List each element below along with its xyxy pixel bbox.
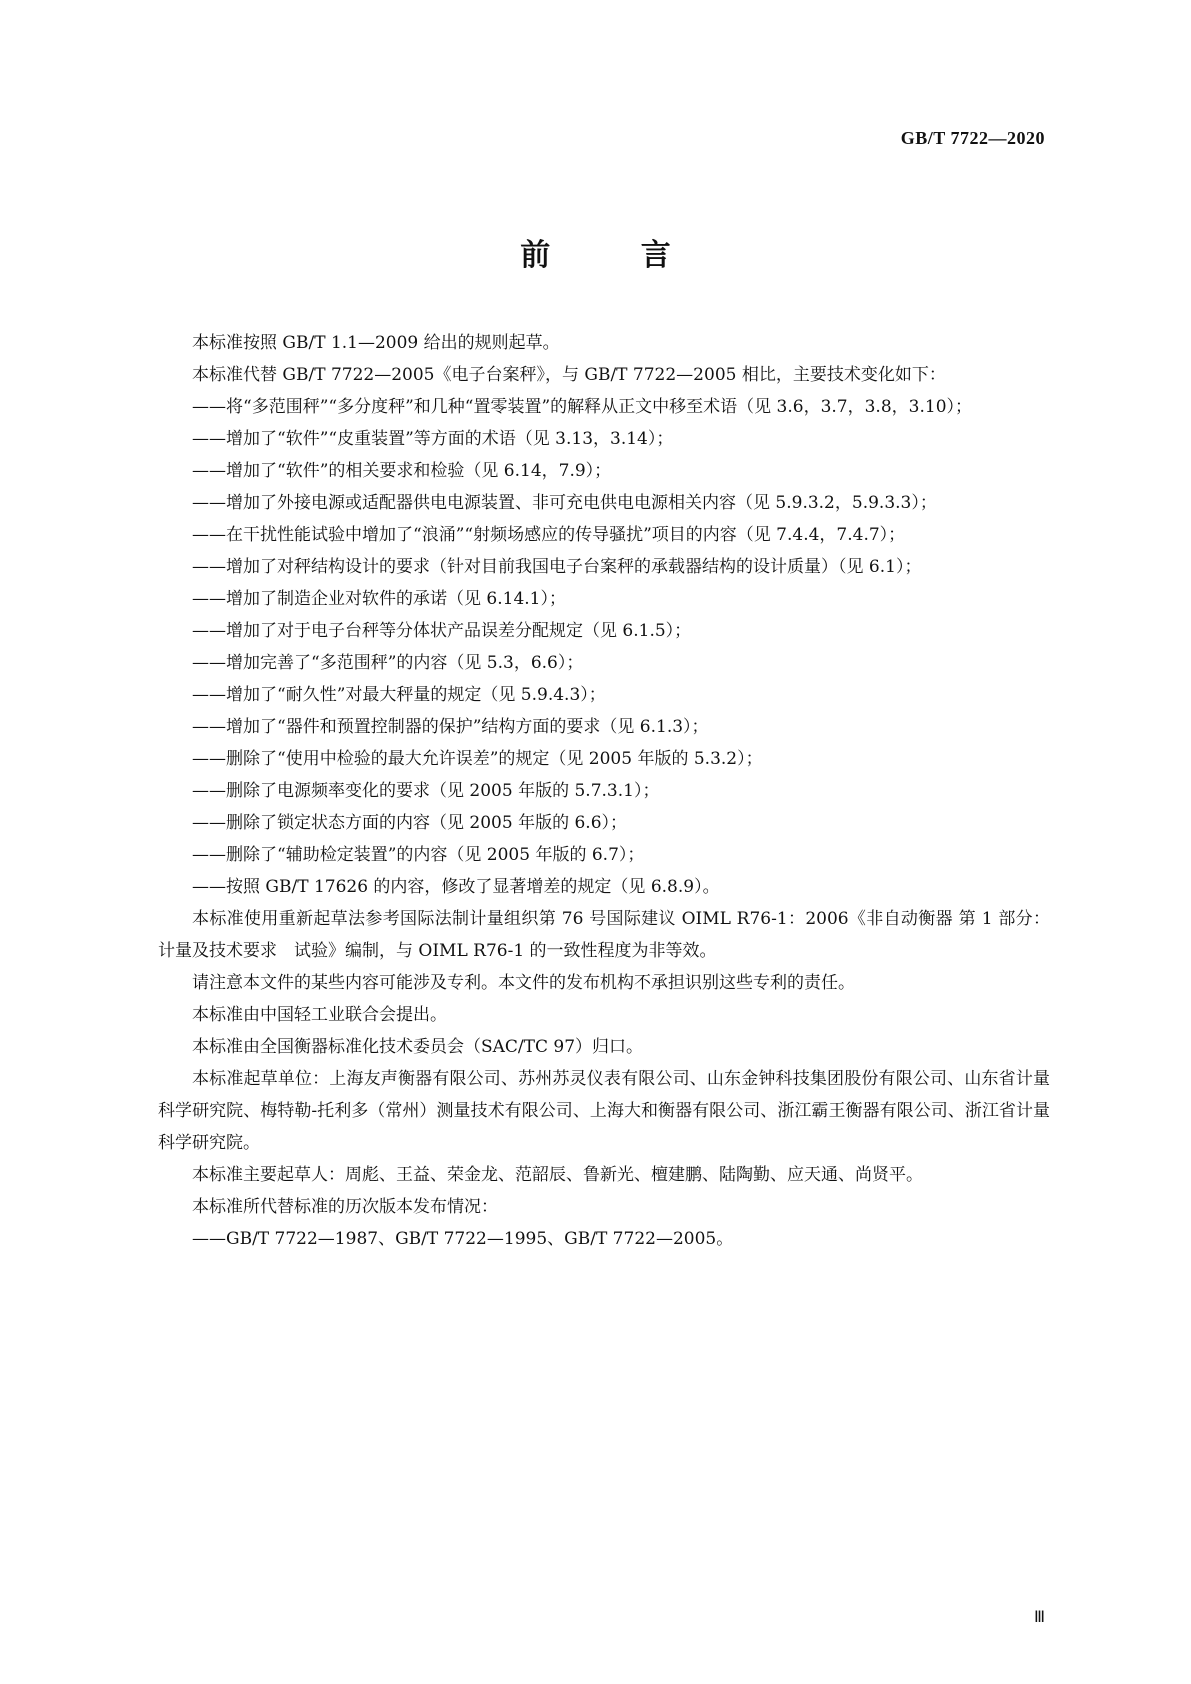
document-body <box>158 327 1050 1255</box>
history-item: ——GB/T 7722—1987、GB/T 7722—1995、GB/T 7722—2005。 <box>192 1229 734 1249</box>
paragraph: 本标准起草单位：上海友声衡器有限公司、苏州苏灵仪表有限公司、山东金钟科技集团股份有限公司、山东省计量科学研究院、梅特勒-托利多（常州）测量技术有限公司、上海大和衡器有限公司、浙江霸王衡器有限公司、浙江省计量科学研究院。 <box>158 1069 1050 1153</box>
paragraph: 本标准由中国轻工业联合会提出。 <box>192 1005 447 1025</box>
change-item: ——删除了电源频率变化的要求（见 2005 年版的 5.7.3.1）； <box>192 781 660 801</box>
change-item: ——按照 GB/T 17626 的内容，修改了显著增差的规定（见 6.8.9）。 <box>192 877 720 897</box>
change-item: ——增加了制造企业对软件的承诺（见 6.14.1）； <box>192 589 566 609</box>
paragraph: 本标准所代替标准的历次版本发布情况： <box>192 1197 498 1217</box>
change-item: ——增加了外接电源或适配器供电电源装置、非可充电供电电源相关内容（见 5.9.3.2，5.9.3.3）； <box>192 493 937 513</box>
paragraph: 请注意本文件的某些内容可能涉及专利。本文件的发布机构不承担识别这些专利的责任。 <box>192 973 855 993</box>
change-item: ——删除了“辅助检定装置”的内容（见 2005 年版的 6.7）； <box>192 845 645 865</box>
paragraph: 本标准主要起草人：周彪、王益、荣金龙、范韶辰、鲁新光、檀建鹏、陆陶勤、应天通、尚贤平。 <box>192 1165 923 1185</box>
paragraph: 本标准代替 GB/T 7722—2005《电子台案秤》，与 GB/T 7722—2005 相比，主要技术变化如下： <box>192 365 946 385</box>
paragraph: 本标准使用重新起草法参考国际法制计量组织第 76 号国际建议 OIML R76-1：2006《非自动衡器 第 1 部分：计量及技术要求 试验》编制，与 OIML R76-1 的一致性程度为非等效。 <box>158 909 1050 961</box>
change-item: ——增加了“软件”“皮重装置”等方面的术语（见 3.13，3.14）； <box>192 429 674 449</box>
change-item: ——增加了“软件”的相关要求和检验（见 6.14，7.9）； <box>192 461 612 481</box>
change-item: ——增加了对于电子台秤等分体状产品误差分配规定（见 6.1.5）； <box>192 621 692 641</box>
change-item: ——增加了“耐久性”对最大秤量的规定（见 5.9.4.3）； <box>192 685 606 705</box>
change-item: ——增加完善了“多范围秤”的内容（见 5.3，6.6）； <box>192 653 584 673</box>
change-item: ——增加了对秤结构设计的要求（针对目前我国电子台案秤的承载器结构的设计质量）（见 6.1）； <box>192 557 922 577</box>
page-title: 前 言 <box>520 238 711 273</box>
page-number: Ⅲ <box>1033 1607 1045 1626</box>
change-item: ——删除了“使用中检验的最大允许误差”的规定（见 2005 年版的 5.3.2）； <box>192 749 763 769</box>
change-item: ——删除了锁定状态方面的内容（见 2005 年版的 6.6）； <box>192 813 628 833</box>
paragraph: 本标准由全国衡器标准化技术委员会（SAC/TC 97）归口。 <box>192 1037 644 1057</box>
change-item: ——增加了“器件和预置控制器的保护”结构方面的要求（见 6.1.3）； <box>192 717 709 737</box>
change-item: ——将“多范围秤”“多分度秤”和几种“置零装置”的解释从正文中移至术语（见 3.6，3.7，3.8，3.10）； <box>192 397 973 417</box>
change-item: ——在干扰性能试验中增加了“浪涌”“射频场感应的传导骚扰”项目的内容（见 7.4.4，7.4.7）； <box>192 525 906 545</box>
standard-code: GB/T 7722—2020 <box>900 128 1045 148</box>
paragraph: 本标准按照 GB/T 1.1—2009 给出的规则起草。 <box>192 333 560 353</box>
